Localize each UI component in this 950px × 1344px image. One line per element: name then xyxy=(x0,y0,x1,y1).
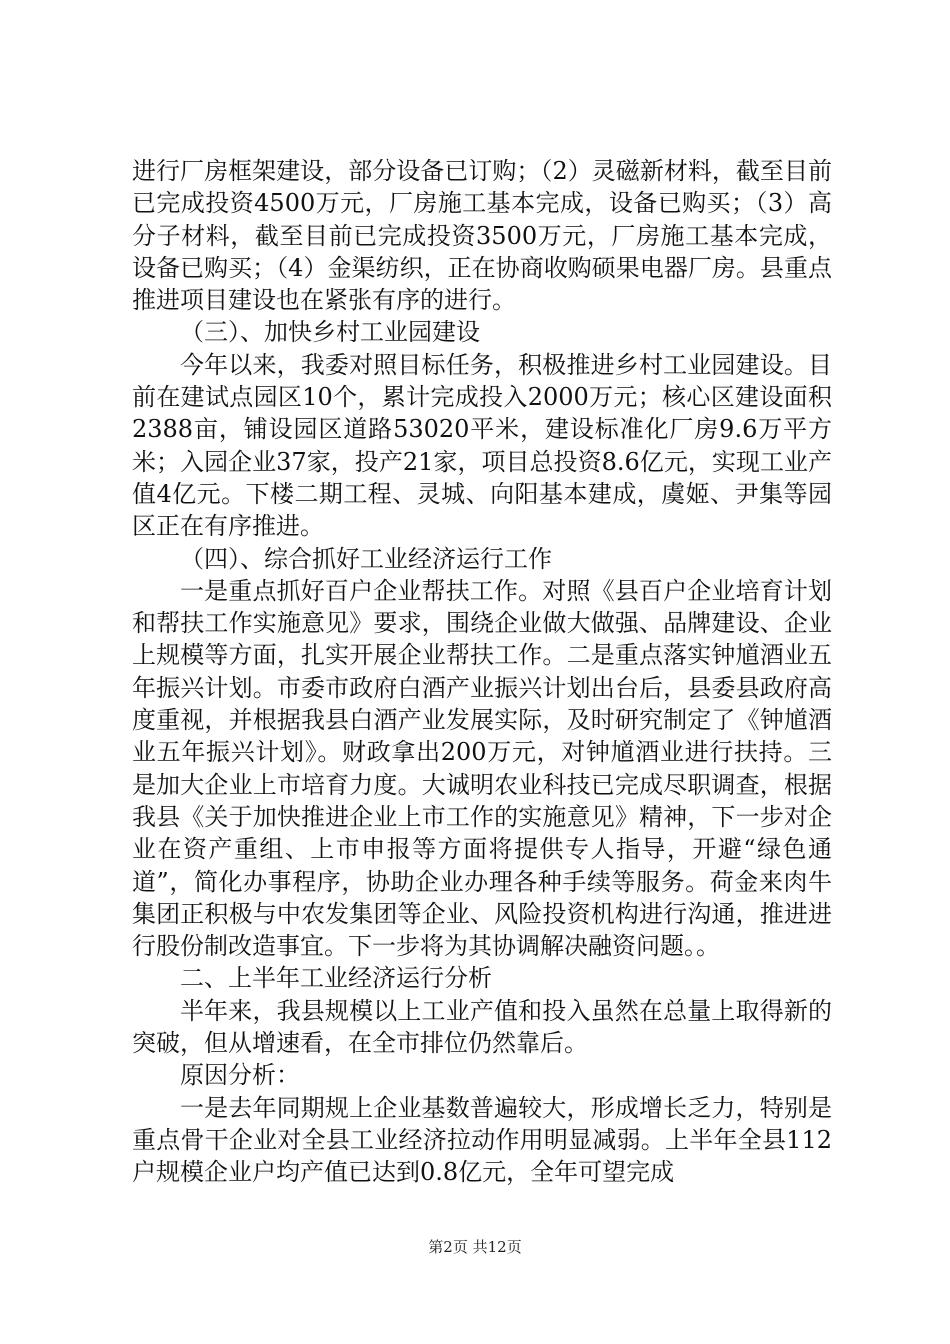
paragraph-rural-industrial-park: 今年以来，我委对照目标任务，积极推进乡村工业园建设。目前在建试点园区10个，累计完成投入2000万元；核心区建设面积2388亩，铺设园区道路53020平米，建设标准化厂房9.6万平方米；入园企业37家，投产21家，项目总投资8.6亿元，实现工业产值4亿元。下楼二期工程、灵城、向阳基本建成，虞姬、尹集等园区正在有序推进。 xyxy=(132,350,832,541)
heading-half-year-analysis: 二、上半年工业经济运行分析 xyxy=(180,964,492,993)
paragraph-cause-one: 一是去年同期规上企业基数普遍较大，形成增长乏力，特别是重点骨干企业对全县工业经济拉动作用明显减弱。上半年全县112户规模企业户均产值已达到0.8亿元，全年可望完成 xyxy=(132,1093,832,1187)
document-body xyxy=(132,155,832,1189)
paragraph-industrial-economy-work: 一是重点抓好百户企业帮扶工作。对照《县百户企业培育计划和帮扶工作实施意见》要求，围绕企业做大做强、品牌建设、企业上规模等方面，扎实开展企业帮扶工作。二是重点落实钟馗酒业五年振兴计划。市委市政府白酒产业振兴计划出台后，县委县政府高度重视，并根据我县白酒产业发展实际，及时研究制定了《钟馗酒业五年振兴计划》。财政拿出200万元，对钟馗酒业进行扶持。三是加大企业上市培育力度。大诚明农业科技已完成尽职调查，根据我县《关于加快推进企业上市工作的实施意见》精神，下一步对企业在资产重组、上市申报等方面将提供专人指导，开避“绿色通道”，简化办事程序，协助企业办理各种手续等服务。荷金来肉牛集团正积极与中农发集团等企业、风险投资机构进行沟通，推进进行股份制改造事宜。下一步将为其协调解决融资问题。。 xyxy=(132,576,832,961)
heading-cause-analysis: 原因分析： xyxy=(180,1061,300,1090)
page-number-footer: 第2页 共12页 xyxy=(428,1238,522,1256)
paragraph-project-progress: 进行厂房框架建设，部分设备已订购；（2）灵磁新材料，截至目前已完成投资4500万元，厂房施工基本完成，设备已购买；（3）高分子材料，截至目前已完成投资3500万元，厂房施工基本完成，设备已购买；（4）金渠纺织，正在协商收购硕果电器厂房。县重点推进项目建设也在紧张有序的进行。 xyxy=(132,157,832,315)
heading-rural-industrial-park: （三）、加快乡村工业园建设 xyxy=(180,318,480,347)
heading-industrial-economy-work: （四）、综合抓好工业经济运行工作 xyxy=(180,544,552,573)
paragraph-half-year-summary: 半年来，我县规模以上工业产值和投入虽然在总量上取得新的突破，但从增速看，在全市排位仍然靠后。 xyxy=(132,996,832,1058)
